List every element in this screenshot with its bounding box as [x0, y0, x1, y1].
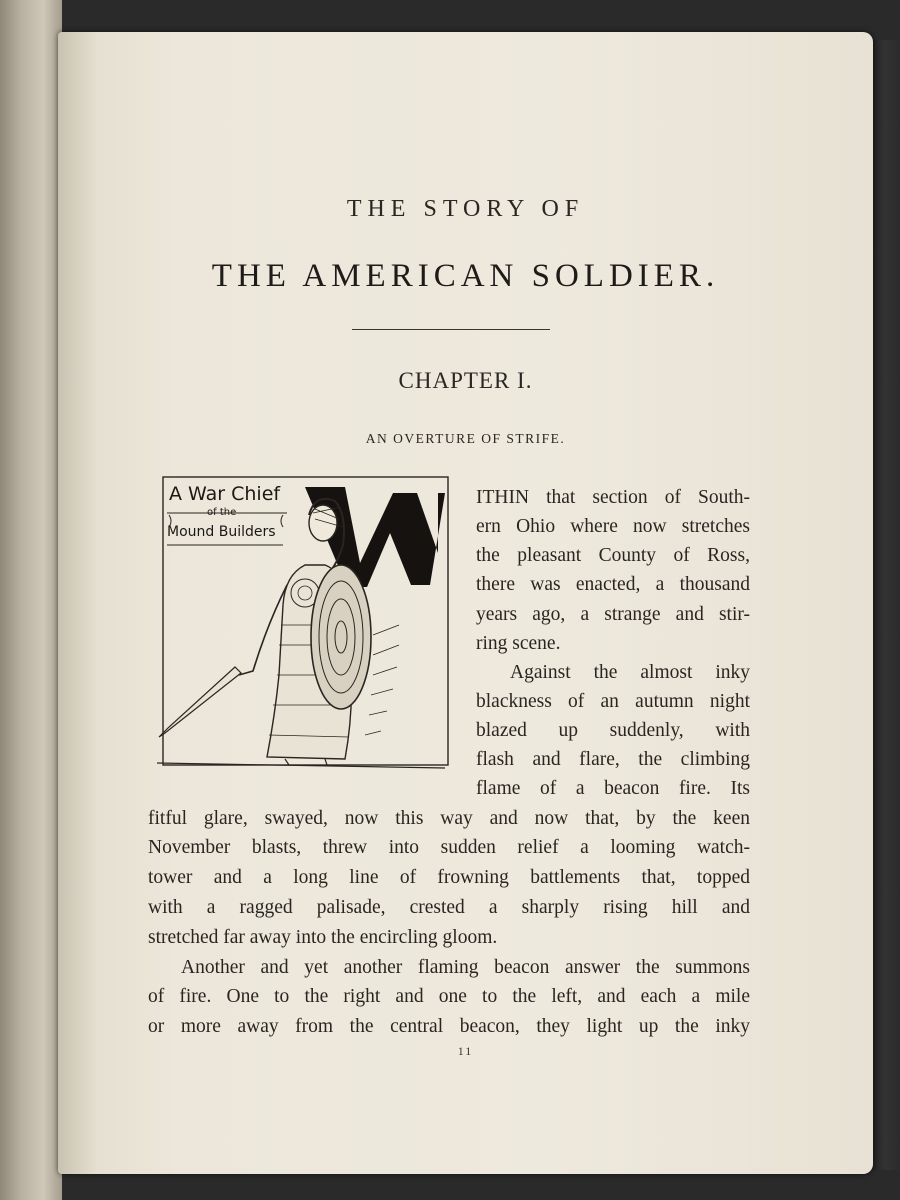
text-line: ITHIN that section of South- — [476, 487, 750, 508]
chapter-heading: CHAPTER I. — [398, 368, 533, 393]
text-line: Against the almost inky — [510, 662, 750, 683]
text-line: flame of a beacon fire. Its — [476, 778, 750, 799]
text-line: ern Ohio where now stretches — [476, 516, 750, 537]
war-chief-illustration — [155, 475, 451, 769]
text-line: blackness of an autumn night — [476, 691, 750, 712]
text-line: ring scene. — [476, 633, 561, 654]
title-top: THE STORY OF — [346, 196, 585, 222]
text-line: stretched far away into the encircling gloom. — [148, 927, 498, 948]
text-line: tower and a long line of frowning battlements that, topped — [148, 867, 750, 888]
caption-line-3: Mound Builders — [167, 524, 276, 540]
text-line: of fire. One to the right and one to the left, and each a mile — [148, 986, 750, 1007]
text-line: blazed up suddenly, with — [476, 720, 750, 741]
text-line: there was enacted, a thousand — [476, 574, 750, 595]
text-line: November blasts, threw into sudden relief a looming watch- — [148, 837, 750, 858]
book-title: THE AMERICAN SOLDIER. — [211, 258, 720, 294]
text-line: flash and flare, the climbing — [476, 749, 750, 770]
text-line: the pleasant County of Ross, — [476, 545, 750, 566]
warrior-drawing — [155, 475, 451, 769]
title-divider — [352, 329, 550, 330]
text-line: years ago, a strange and stir- — [476, 604, 750, 625]
facing-page-edge — [0, 0, 62, 1200]
book-cover-edge — [870, 40, 900, 1170]
text-line: or more away from the central beacon, they light up the inky — [148, 1016, 750, 1037]
text-line: Another and yet another flaming beacon answer the summons — [181, 957, 750, 978]
caption-line-2: of the — [207, 507, 237, 518]
text-line: fitful glare, swayed, now this way and now that, by the keen — [148, 808, 750, 829]
text-line: with a ragged palisade, crested a sharply rising hill and — [148, 897, 750, 918]
chapter-title: AN OVERTURE OF STRIFE. — [365, 431, 566, 446]
page-number: 11 — [457, 1044, 474, 1058]
caption-line-1: A War Chief — [169, 483, 281, 505]
